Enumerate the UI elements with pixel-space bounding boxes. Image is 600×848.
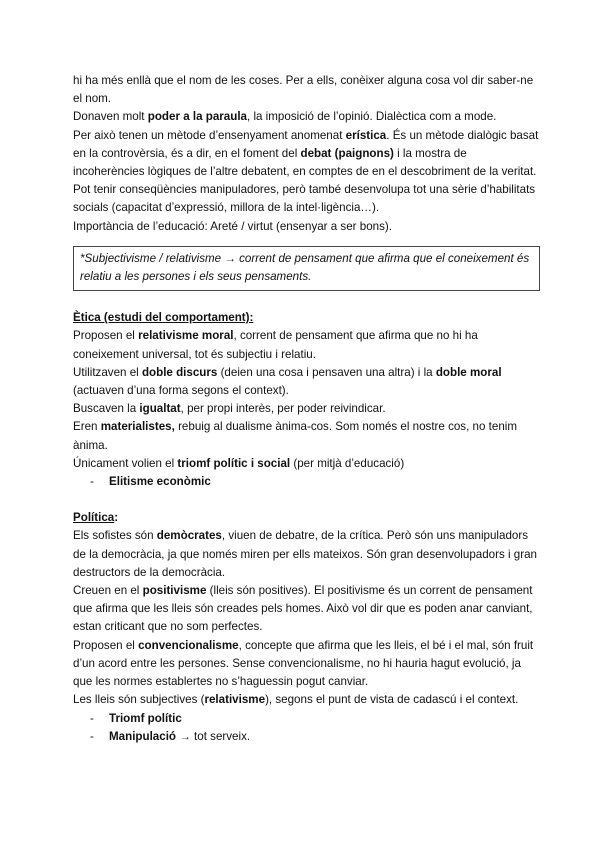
section-heading-politica: Política:: [73, 511, 119, 525]
bold-term: convencionalisme: [138, 638, 239, 652]
etica-dash-list: [73, 473, 540, 491]
politica-dash-list: [73, 710, 540, 746]
list-item: - Manipulació → tot serveix.: [90, 728, 540, 746]
bold-term: poder a la paraula: [147, 110, 247, 124]
bold-term: triomf polític i social: [177, 456, 291, 470]
bold-term: positivisme: [142, 584, 207, 598]
bold-term: materialistes,: [100, 420, 175, 434]
intro-paragraph-4: Pot tenir conseqüències manipuladores, però també desenvolupa tot una sèrie d’habilitats socials (capacitat d’expressió, millora de la intel·ligència…).: [73, 183, 536, 215]
politica-paragraph-2: Creuen en el positivisme (lleis són positives). El positivisme és un corrent de pensament que afirma que les lleis són creades pels homes. Això vol dir que es poden anar canviant, estan criticant que no som perfectes.: [73, 584, 533, 634]
section-heading-etica: Ètica (estudi del comportament):: [73, 311, 254, 325]
spacer: [73, 491, 540, 509]
dash-bullet: -: [90, 711, 94, 725]
bold-term: erística: [345, 128, 387, 142]
politica-paragraph-1: Els sofistes són demòcrates, viuen de debatre, de la crítica. Però són uns manipuladors de la democràcia, ja que només miren per ells mateixos. Són gran desenvolupadors i gran destructors de la democràcia.: [73, 529, 538, 579]
intro-paragraph-3: Per això tenen un mètode d’ensenyament anomenat erística. És un mètode dialògic basat en la controvèrsia, és a dir, en el foment del debat (paignons) i la mostra de incoherències lògiques de l’altre debatent, en comptes de en el descobriment de la veritat.: [73, 128, 539, 179]
definition-note-box: [73, 246, 540, 291]
politica-paragraph-4: Les lleis són subjectives (relativisme), segons el punt de vista de cadascú i el context.: [73, 693, 519, 707]
etica-paragraph-3: Buscaven la igualtat, per propi interès, per poder reivindicar.: [73, 402, 386, 416]
dash-bullet: -: [90, 729, 94, 743]
etica-paragraph-1: Proposen el relativisme moral, corrent de pensament que afirma que no hi ha coneixement universal, tot és subjectiu i relatiu.: [73, 329, 478, 361]
bold-term: debat (paignons): [300, 146, 394, 160]
etica-paragraph-2: Utilitzaven el doble discurs (deien una cosa i pensaven una altra) i la doble moral (actuaven d’una forma segons el context).: [73, 365, 502, 398]
bold-term: relativisme moral: [138, 329, 234, 343]
bold-term: demòcrates: [156, 529, 222, 543]
etica-paragraph-5: Únicament volien el triomf polític i social (per mitjà d’educació): [73, 456, 405, 470]
bold-term: relativisme: [204, 693, 266, 707]
spacer: [73, 291, 540, 309]
list-item: - Elitisme econòmic: [90, 473, 540, 491]
intro-paragraph-2: Donaven molt poder a la paraula, la imposició de l’opinió. Dialèctica com a mode.: [73, 110, 497, 124]
intro-paragraph-5: Importància de l’educació: Areté / virtut (ensenyar a ser bons).: [73, 219, 392, 233]
etica-paragraph-4: Eren materialistes, rebuig al dualisme ànima-cos. Som només el nostre cos, no tenim ànima.: [73, 420, 518, 452]
bold-term: igualtat: [139, 402, 181, 416]
politica-paragraph-3: Proposen el convencionalisme, concepte que afirma que les lleis, el bé i el mal, són fruit d’un acord entre les persones. Sense convencionalisme, no hi hauria hagut evolució, ja que les normes establertes no s’haguessin pogut canviar.: [73, 638, 534, 689]
list-item: - Triomf polític: [90, 710, 540, 728]
note-text: *Subjectivisme / relativisme → corrent de pensament que afirma que el coneixement és relatiu a les persones i els seus pensaments.: [80, 251, 530, 284]
intro-paragraph-1: hi ha més enllà que el nom de les coses. Per a ells, conèixer alguna cosa vol dir saber-ne el nom.: [73, 74, 534, 106]
dash-bullet: -: [90, 475, 94, 489]
bold-term: doble moral: [435, 365, 502, 379]
bold-term: doble discurs: [141, 365, 218, 379]
